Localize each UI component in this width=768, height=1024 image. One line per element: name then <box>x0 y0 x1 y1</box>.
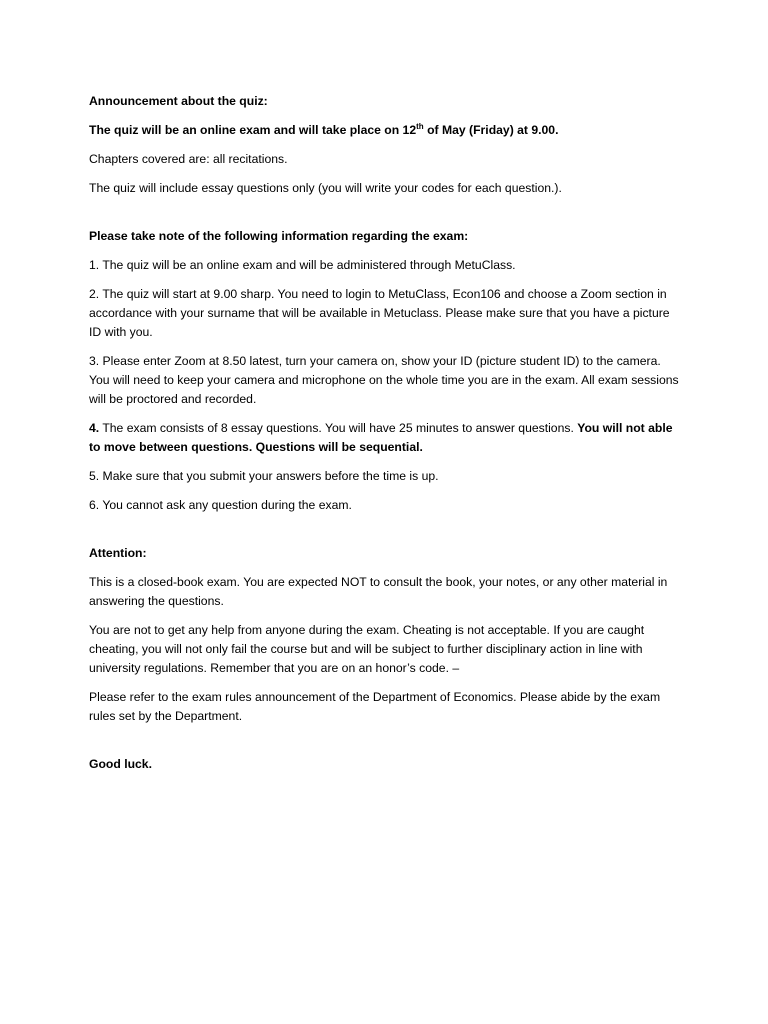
quiz-date-text: The quiz will be an online exam and will take place on 12 <box>89 123 417 137</box>
info-item-4-number: 4. <box>89 421 100 435</box>
attention-paragraph-2: You are not to get any help from anyone during the exam. Cheating is not acceptable. If you are caught cheating, you will not only fail the course but and will be subject to further disciplinary action in line with university regulations. Remember that you are on an honor’s code. – <box>89 623 645 675</box>
quiz-date-line <box>89 121 684 140</box>
attention-paragraph-1: This is a closed-book exam. You are expected NOT to consult the book, your notes, or any other material in answering the questions. <box>89 575 668 608</box>
essay-note-line: The quiz will include essay questions only (you will write your codes for each question.). <box>89 181 562 195</box>
info-item-4-text: The exam consists of 8 essay questions. You will have 25 minutes to answer questions. <box>99 421 578 435</box>
info-item-4-bold: You will not able to move between questions. Questions will be sequential. <box>89 421 673 454</box>
attention-heading: Attention: <box>89 546 147 560</box>
ordinal-suffix: th <box>416 121 424 131</box>
attention-paragraph-3: Please refer to the exam rules announcement of the Department of Economics. Please abide by the exam rules set by the Department. <box>89 690 661 723</box>
info-item-3: 3. Please enter Zoom at 8.50 latest, turn your camera on, show your ID (picture student ID) to the camera. You will need to keep your camera and microphone on the whole time you are in the exam. All exam sessions will be proctored and recorded. <box>89 354 679 406</box>
note-heading: Please take note of the following information regarding the exam: <box>89 229 469 243</box>
info-item-6: 6. You cannot ask any question during the exam. <box>89 498 352 512</box>
info-item-1: 1. The quiz will be an online exam and will be administered through MetuClass. <box>89 258 516 272</box>
info-item-2: 2. The quiz will start at 9.00 sharp. You need to login to MetuClass, Econ106 and choose a Zoom section in accordance with your surname that will be available in Metuclass. Please make sure that you have a picture ID with you. <box>89 287 670 339</box>
info-item-4 <box>89 419 684 457</box>
quiz-date-rest: of May (Friday) at 9.00. <box>423 123 559 137</box>
chapters-line: Chapters covered are: all recitations. <box>89 152 288 166</box>
announcement-heading: Announcement about the quiz: <box>89 94 268 108</box>
closing-line: Good luck. <box>89 757 152 771</box>
info-item-5: 5. Make sure that you submit your answers before the time is up. <box>89 469 439 483</box>
